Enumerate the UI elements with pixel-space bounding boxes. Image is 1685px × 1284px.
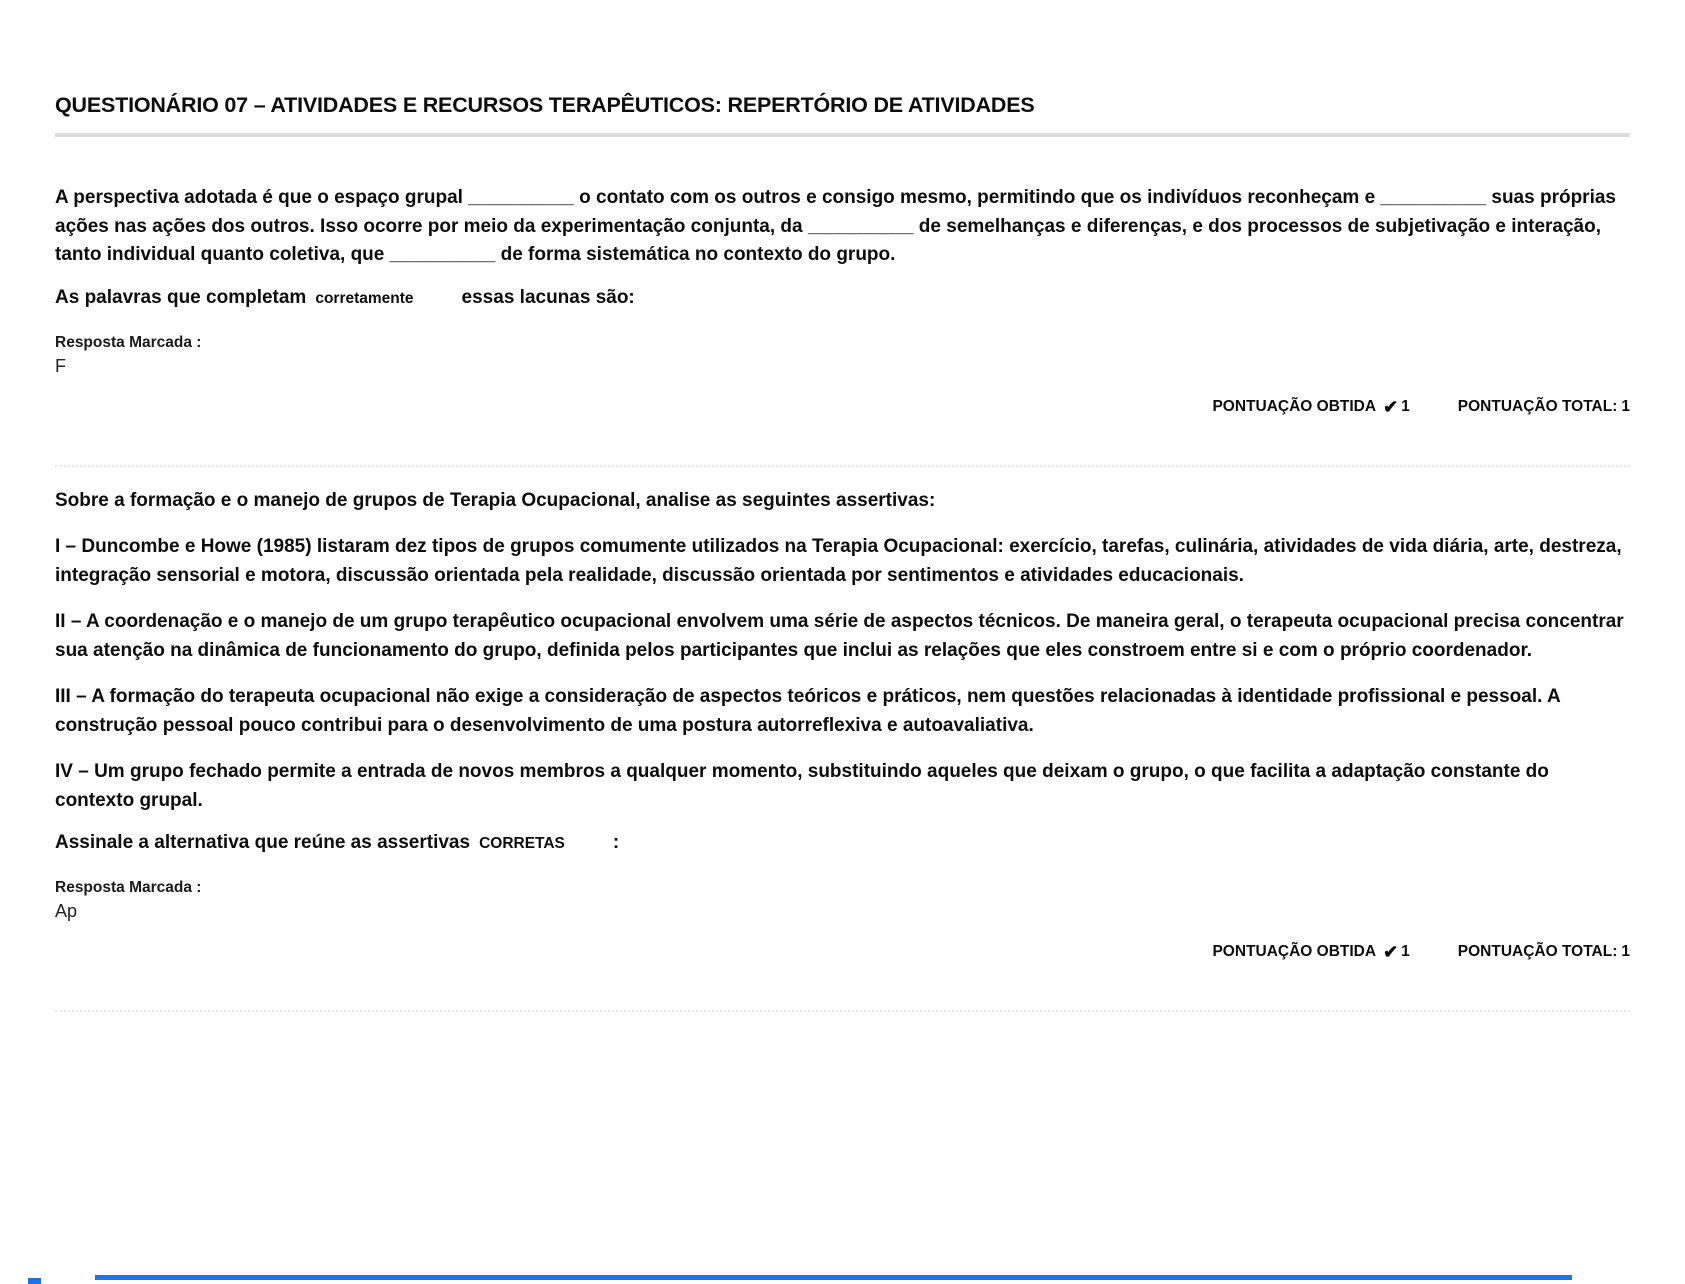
question-1-prompt <box>55 287 1630 309</box>
question-2-intro: Sobre a formação e o manejo de grupos de Terapia Ocupacional, analise as seguintes assertivas: <box>55 489 936 511</box>
assertion-item-3: III – A formação do terapeuta ocupacional não exige a consideração de aspectos teóricos e práticos, nem questões relacionadas à identidade profissional e pessoal. A construção pessoal pouco contribui para o desenvolvimento de uma postura autorreflexiva e autoavaliativa. <box>55 686 1560 736</box>
score-obtained-group <box>1212 398 1409 416</box>
question-1-answer-value: F <box>55 355 66 376</box>
question-2-prompt <box>55 832 1630 854</box>
question-2-answer-label: Resposta Marcada : <box>55 879 202 896</box>
score-total-label: PONTUAÇÃO TOTAL: <box>1457 943 1618 960</box>
assertion-item-4: IV – Um grupo fechado permite a entrada de novos membros a qualquer momento, substituindo aqueles que deixam o grupo, o que facilita a adaptação constante do contexto grupal. <box>55 761 1549 811</box>
quiz-review-page <box>0 93 1685 1012</box>
score-total-value: 1 <box>1621 397 1630 415</box>
question-divider-1 <box>55 465 1630 467</box>
assertion-item-2: II – A coordenação e o manejo de um grupo terapêutico ocupacional envolvem uma série de aspectos técnicos. De maneira geral, o terapeuta ocupacional precisa concentrar sua atenção na dinâmica de funcionamento do grupo, definida pelos participantes que inclui as relações que eles constroem entre si e com o próprio coordenador. <box>55 611 1624 661</box>
question-1-prompt-tail: essas lacunas são: <box>461 286 635 308</box>
score-total-group <box>1458 398 1630 416</box>
question-1-prompt-lead: As palavras que completam <box>55 286 307 308</box>
question-2-prompt-emphasis: CORRETAS <box>479 835 565 852</box>
assertion-item-1: I – Duncombe e Howe (1985) listaram dez tipos de grupos comumente utilizados na Terapia Ocupacional: exercício, tarefas, culinária, atividades de vida diária, arte, destreza, integração sensorial e motora, discussão orientada pela realidade, discussão orientada por sentimentos e atividades educacionais. <box>55 536 1622 586</box>
question-divider-2 <box>55 1010 1630 1012</box>
score-total-label: PONTUAÇÃO TOTAL: <box>1457 397 1618 415</box>
question-2-prompt-lead: Assinale a alternativa que reúne as assertivas <box>55 832 471 853</box>
title-divider <box>55 133 1630 137</box>
check-icon: ✔ <box>1383 396 1399 417</box>
question-1-score-row <box>55 398 1630 416</box>
bottom-accent-dash <box>28 1278 41 1284</box>
score-total-value: 1 <box>1621 943 1630 960</box>
score-obtained-value: 1 <box>1401 943 1410 960</box>
question-1-body: A perspectiva adotada é que o espaço grupal __________ o contato com os outros e consigo mesmo, permitindo que os indivíduos reconheçam e __________ suas próprias ações nas ações dos outros. Isso ocorre por meio da experimentação conjunta, da __________ de semelhanças e diferenças, e dos processos de subjetivação e interação, tanto individual quanto coletiva, que __________ de forma sistemática no contexto do grupo. <box>55 187 1616 265</box>
question-1-prompt-emphasis: corretamente <box>315 289 414 307</box>
score-total-group <box>1458 943 1630 961</box>
question-2-prompt-tail: : <box>612 832 620 853</box>
question-block-2 <box>55 487 1630 962</box>
bottom-accent-bar <box>95 1275 1572 1280</box>
question-2-answer-value: Ap <box>55 901 78 921</box>
question-1-answer-label: Resposta Marcada : <box>55 333 202 351</box>
page-title: QUESTIONÁRIO 07 – ATIVIDADES E RECURSOS TERAPÊUTICOS: REPERTÓRIO DE ATIVIDADES <box>55 93 1035 117</box>
score-obtained-label: PONTUAÇÃO OBTIDA <box>1212 943 1377 960</box>
check-icon: ✔ <box>1383 942 1399 962</box>
score-obtained-group <box>1212 943 1409 961</box>
question-2-score-row <box>55 943 1630 961</box>
score-obtained-value: 1 <box>1401 397 1410 415</box>
question-block-1 <box>55 184 1630 416</box>
score-obtained-label: PONTUAÇÃO OBTIDA <box>1212 397 1377 415</box>
